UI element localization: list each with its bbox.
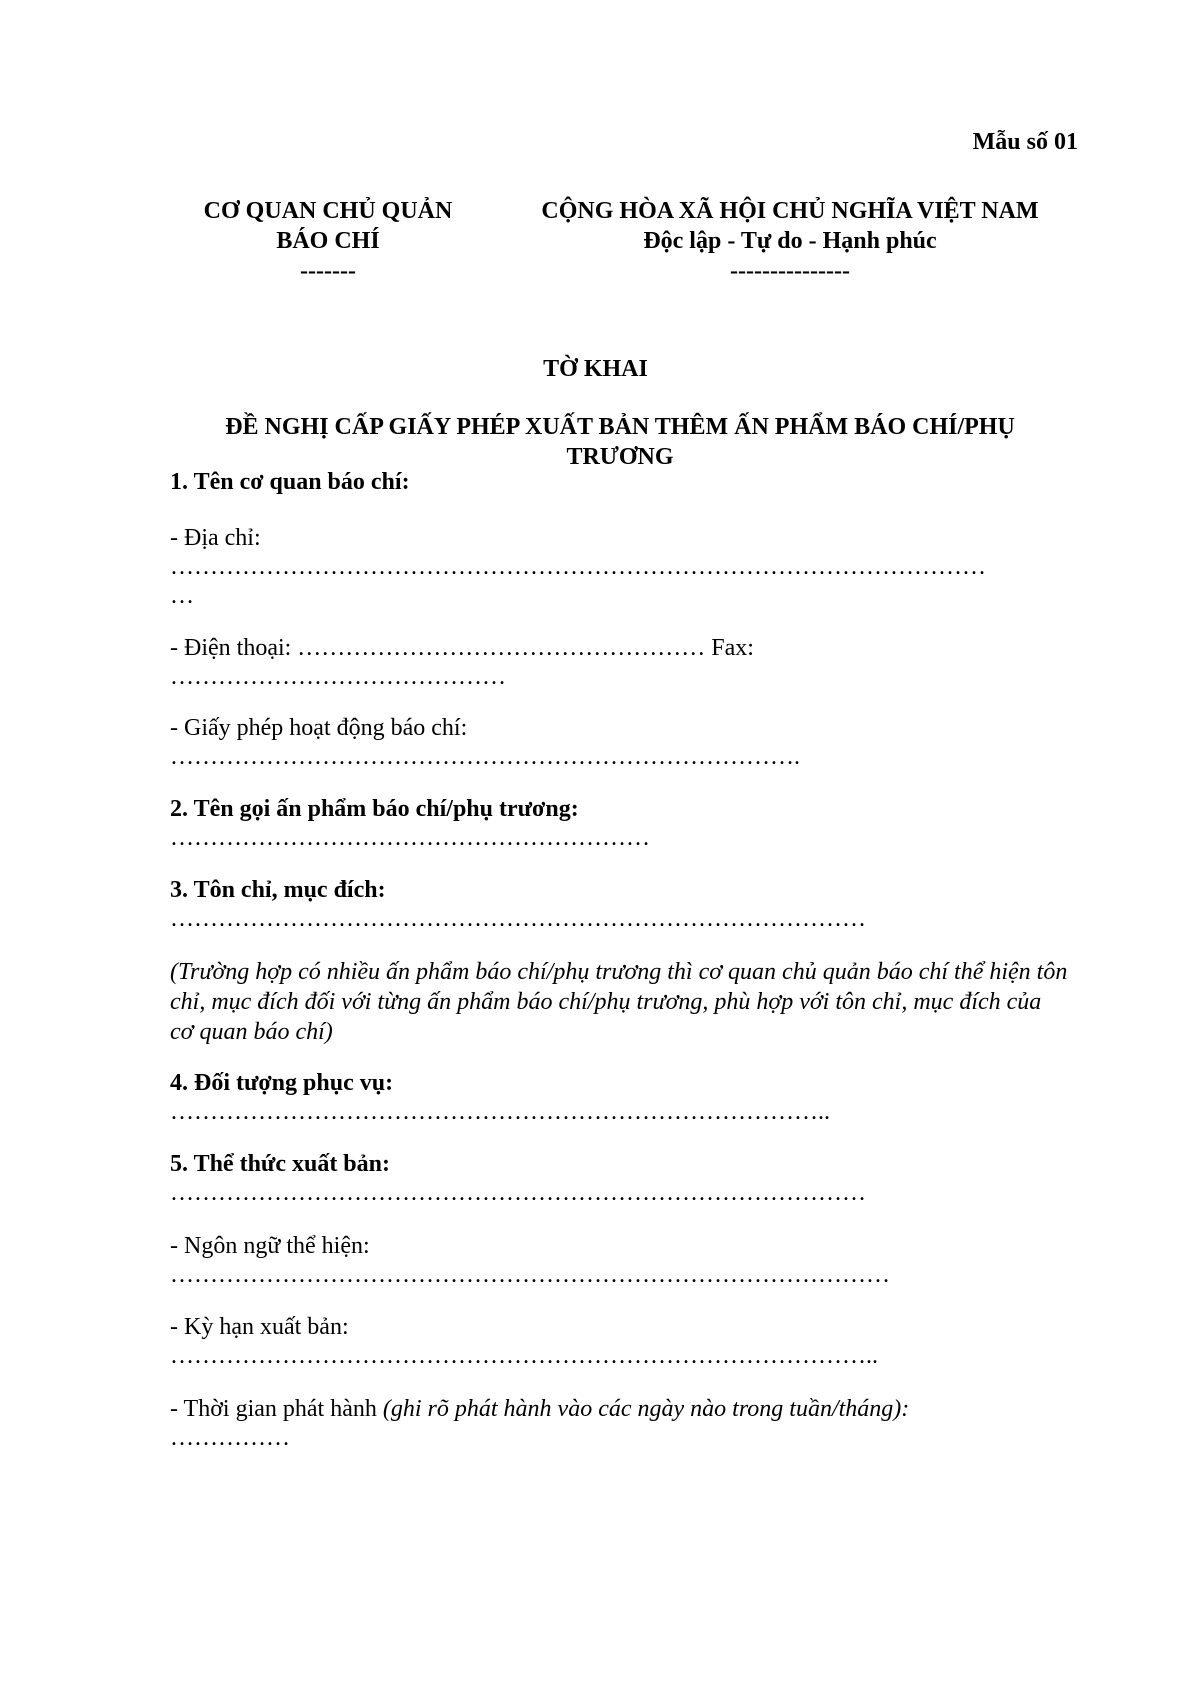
- section-5-fill: ……………………………………………………………………………: [170, 1180, 866, 1206]
- section-5-heading: 5. Thể thức xuất bản:: [170, 1151, 390, 1177]
- language-label: - Ngôn ngữ thể hiện:: [170, 1233, 370, 1259]
- agency-header: [178, 196, 478, 286]
- phone-fax-line: - Điện thoại: …………………………………………… Fax:: [170, 635, 754, 661]
- section-4-heading: 4. Đối tượng phục vụ:: [170, 1070, 394, 1096]
- national-motto: Độc lập - Tự do - Hạnh phúc: [643, 228, 937, 254]
- release-label: - Thời gian phát hành: [170, 1396, 383, 1422]
- section-4-fill: ………………………………………………………………………..: [170, 1099, 830, 1125]
- section-2-heading: 2. Tên gọi ấn phẩm báo chí/phụ trương:: [170, 796, 579, 822]
- address-fill-continued: …: [170, 583, 194, 609]
- period-label: - Kỳ hạn xuất bản:: [170, 1314, 349, 1340]
- form-code: Mẫu số 01: [972, 129, 1078, 155]
- national-rule: ---------------: [730, 258, 850, 284]
- document-subtitle: ĐỀ NGHỊ CẤP GIẤY PHÉP XUẤT BẢN THÊM ẤN PHẨM BÁO CHÍ/PHỤ TRƯƠNG: [225, 414, 1015, 470]
- section-3-note: (Trường hợp có nhiều ấn phẩm báo chí/phụ trương thì cơ quan chủ quản báo chí thể hiện tôn chỉ, mục đích đối với từng ấn phẩm báo chí/phụ trương, phù hợp với tôn chỉ, mục đích của cơ quan báo chí): [170, 959, 1068, 1045]
- section-1-heading: 1. Tên cơ quan báo chí:: [170, 469, 410, 495]
- fax-fill: ……………………………………: [170, 664, 506, 690]
- period-fill: ……………………………………………………………………………..: [170, 1343, 878, 1369]
- release-line: [170, 1395, 909, 1424]
- agency-name-line2: BÁO CHÍ: [276, 228, 380, 254]
- agency-name-line1: CƠ QUAN CHỦ QUẢN: [203, 198, 453, 224]
- section-3-heading: 3. Tôn chỉ, mục đích:: [170, 877, 386, 903]
- section-2-fill: ……………………………………………………: [170, 825, 650, 851]
- national-name: CỘNG HÒA XÃ HỘI CHỦ NGHĨA VIỆT NAM: [541, 198, 1039, 224]
- address-fill: …………………………………………………………………………………………: [170, 554, 986, 580]
- license-fill: …………………………………………………………………….: [170, 744, 800, 770]
- release-hint: (ghi rõ phát hành vào các ngày nào trong tuần/tháng):: [382, 1396, 910, 1422]
- national-header: [500, 196, 1080, 286]
- document-title: TỜ KHAI: [543, 356, 648, 382]
- release-fill: ……………: [170, 1425, 290, 1451]
- agency-rule: -------: [300, 258, 356, 284]
- language-fill: ………………………………………………………………………………: [170, 1262, 890, 1288]
- section-3-fill: ……………………………………………………………………………: [170, 906, 866, 932]
- license-label: - Giấy phép hoạt động báo chí:: [170, 715, 468, 741]
- address-label: - Địa chỉ:: [170, 525, 261, 551]
